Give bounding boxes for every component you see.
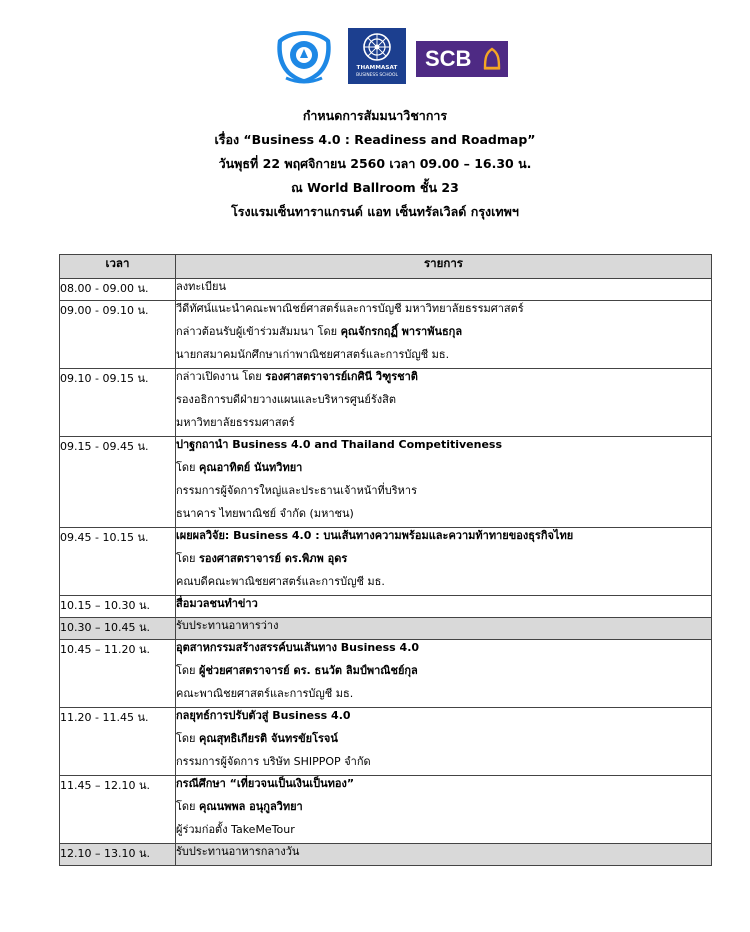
row-item: [176, 279, 712, 301]
schedule-table: [59, 254, 712, 866]
item-text: กรรมการผู้จัดการใหญ่และประธานเจ้าหน้าที่บริหาร: [176, 484, 418, 497]
row-time: 10.45 – 11.20 น.: [60, 640, 176, 708]
item-text: โดย: [176, 800, 199, 813]
table-row: [60, 437, 712, 528]
scb-logo: [416, 41, 508, 77]
row-item: [176, 528, 712, 596]
item-text: โดย: [176, 664, 199, 677]
item-line: [176, 776, 711, 799]
heading-topic: เรื่อง “Business 4.0 : Readiness and Roadmap”: [214, 132, 536, 147]
item-bold-text: อุตสาหกรรมสร้างสรรค์บนเส้นทาง Business 4.0: [176, 641, 420, 654]
row-item: [176, 437, 712, 528]
row-time: 09.15 - 09.45 น.: [60, 437, 176, 528]
table-row: [60, 279, 712, 301]
item-line: [176, 799, 711, 822]
item-line: [176, 460, 711, 483]
row-time: 10.15 – 10.30 น.: [60, 596, 176, 618]
item-bold-text: เผยผลวิจัย: Business 4.0 : บนเส้นทางความพร้อมและความท้าทายของธุรกิจไทย: [176, 529, 574, 542]
row-item: [176, 369, 712, 437]
row-item: [176, 301, 712, 369]
row-time: 09.10 - 09.15 น.: [60, 369, 176, 437]
item-line: [176, 483, 711, 506]
thammasat-business-school-logo: [348, 28, 406, 84]
row-time: 12.10 – 13.10 น.: [60, 844, 176, 866]
item-text: กล่าวต้อนรับผู้เข้าร่วมสัมมนา โดย: [176, 325, 341, 338]
table-row: [60, 618, 712, 640]
row-item: [176, 596, 712, 618]
item-line: [176, 347, 711, 368]
scb-bell-icon: [482, 47, 502, 71]
item-bold-text: ปาฐกถานำ Business 4.0 and Thailand Competitiveness: [176, 438, 503, 451]
item-line: [176, 844, 711, 865]
row-time: 09.45 - 10.15 น.: [60, 528, 176, 596]
item-bold-text: สื่อมวลชนทำข่าว: [176, 597, 258, 610]
logo-bar: [0, 28, 750, 84]
item-text: คณบดีคณะพาณิชยศาสตร์และการบัญชี มธ.: [176, 575, 385, 588]
header-time: เวลา: [60, 255, 176, 279]
item-line: [176, 574, 711, 595]
item-bold-text: ผู้ช่วยศาสตราจารย์ ดร. ธนวัต ลิมป์พาณิชย์กุล: [199, 664, 418, 677]
item-line: [176, 663, 711, 686]
item-bold-text: คุณอาทิตย์ นันทวิทยา: [199, 461, 303, 474]
tbs-subtitle: BUSINESS SCHOOL: [356, 73, 398, 78]
item-text: รองอธิการบดีฝ่ายวางแผนและบริหารศูนย์รังสิต: [176, 393, 396, 406]
item-line: [176, 596, 711, 617]
item-text: โดย: [176, 552, 199, 565]
row-item: [176, 640, 712, 708]
table-row: [60, 844, 712, 866]
row-time: 10.30 – 10.45 น.: [60, 618, 176, 640]
heading-venue: ณ World Ballroom ชั้น 23: [291, 180, 459, 195]
item-text: ธนาคาร ไทยพาณิชย์ จำกัด (มหาชน): [176, 507, 354, 520]
table-row: [60, 596, 712, 618]
item-bold-text: กรณีศึกษา “เที่ยวจนเป็นเงินเป็นทอง”: [176, 777, 355, 790]
row-item: [176, 844, 712, 866]
seminar-heading: [0, 104, 750, 224]
row-time: 11.45 – 12.10 น.: [60, 776, 176, 844]
table-row: [60, 301, 712, 369]
item-bold-text: คุณจักรกฤฏิ์ พาราพันธกุล: [340, 325, 463, 338]
heading-hotel: โรงแรมเซ็นทาราแกรนด์ แอท เซ็นทรัลเวิลด์ กรุงเทพฯ: [231, 204, 519, 219]
item-line: [176, 528, 711, 551]
heading-title: กำหนดการสัมมนาวิชาการ: [302, 108, 448, 123]
header-item: รายการ: [176, 255, 712, 279]
item-line: [176, 686, 711, 707]
tbs-name: THAMMASAT: [356, 65, 398, 71]
item-text: ลงทะเบียน: [176, 280, 226, 293]
item-text: นายกสมาคมนักศึกษาเก่าพาณิชยศาสตร์และการบัญชี มธ.: [176, 348, 450, 361]
item-text: รับประทานอาหารว่าง: [176, 619, 279, 632]
row-time: 08.00 - 09.00 น.: [60, 279, 176, 301]
row-item: [176, 618, 712, 640]
item-text: มหาวิทยาลัยธรรมศาสตร์: [176, 416, 295, 429]
row-item: [176, 708, 712, 776]
schedule-body: [60, 279, 712, 866]
item-line: [176, 551, 711, 574]
item-bold-text: รองศาสตราจารย์เกศินี วิฑูรชาติ: [265, 370, 418, 383]
item-line: [176, 392, 711, 415]
item-bold-text: คุณสุทธิเกียรติ จันทรขัยโรจน์: [199, 732, 338, 745]
table-row: [60, 369, 712, 437]
item-line: [176, 415, 711, 436]
item-line: [176, 731, 711, 754]
item-line: [176, 640, 711, 663]
item-line: [176, 618, 711, 639]
dharma-wheel-icon: [363, 33, 391, 61]
table-row: [60, 776, 712, 844]
item-line: [176, 369, 711, 392]
heading-date: วันพุธที่ 22 พฤศจิกายน 2560 เวลา 09.00 – 16.30 น.: [218, 156, 532, 171]
item-line: [176, 506, 711, 527]
item-text: กรรมการผู้จัดการ บริษัท SHIPPOP จำกัด: [176, 755, 371, 768]
item-line: [176, 822, 711, 843]
item-text: วีดีทัศน์แนะนำคณะพาณิชย์ศาสตร์และการบัญชี มหาวิทยาลัยธรรมศาสตร์: [176, 302, 524, 315]
table-header-row: [60, 255, 712, 279]
item-line: [176, 301, 711, 324]
row-time: 09.00 - 09.10 น.: [60, 301, 176, 369]
item-text: คณะพาณิชยศาสตร์และการบัญชี มธ.: [176, 687, 354, 700]
item-bold-text: รองศาสตราจารย์ ดร.พิภพ อุดร: [199, 552, 348, 565]
item-bold-text: คุณนพพล อนุกูลวิทยา: [199, 800, 303, 813]
association-seal-logo: [274, 28, 334, 84]
item-text: โดย: [176, 461, 199, 474]
item-line: [176, 324, 711, 347]
item-line: [176, 754, 711, 775]
item-line: [176, 708, 711, 731]
row-item: [176, 776, 712, 844]
item-line: [176, 437, 711, 460]
table-row: [60, 708, 712, 776]
item-text: ผู้ร่วมก่อตั้ง TakeMeTour: [176, 823, 295, 836]
item-text: โดย: [176, 732, 199, 745]
scb-wordmark: SCB: [425, 46, 472, 71]
item-line: [176, 279, 711, 300]
item-bold-text: กลยุทธ์การปรับตัวสู่ Business 4.0: [176, 709, 351, 722]
table-row: [60, 640, 712, 708]
table-row: [60, 528, 712, 596]
row-time: 11.20 - 11.45 น.: [60, 708, 176, 776]
item-text: รับประทานอาหารกลางวัน: [176, 845, 300, 858]
item-text: กล่าวเปิดงาน โดย: [176, 370, 266, 383]
